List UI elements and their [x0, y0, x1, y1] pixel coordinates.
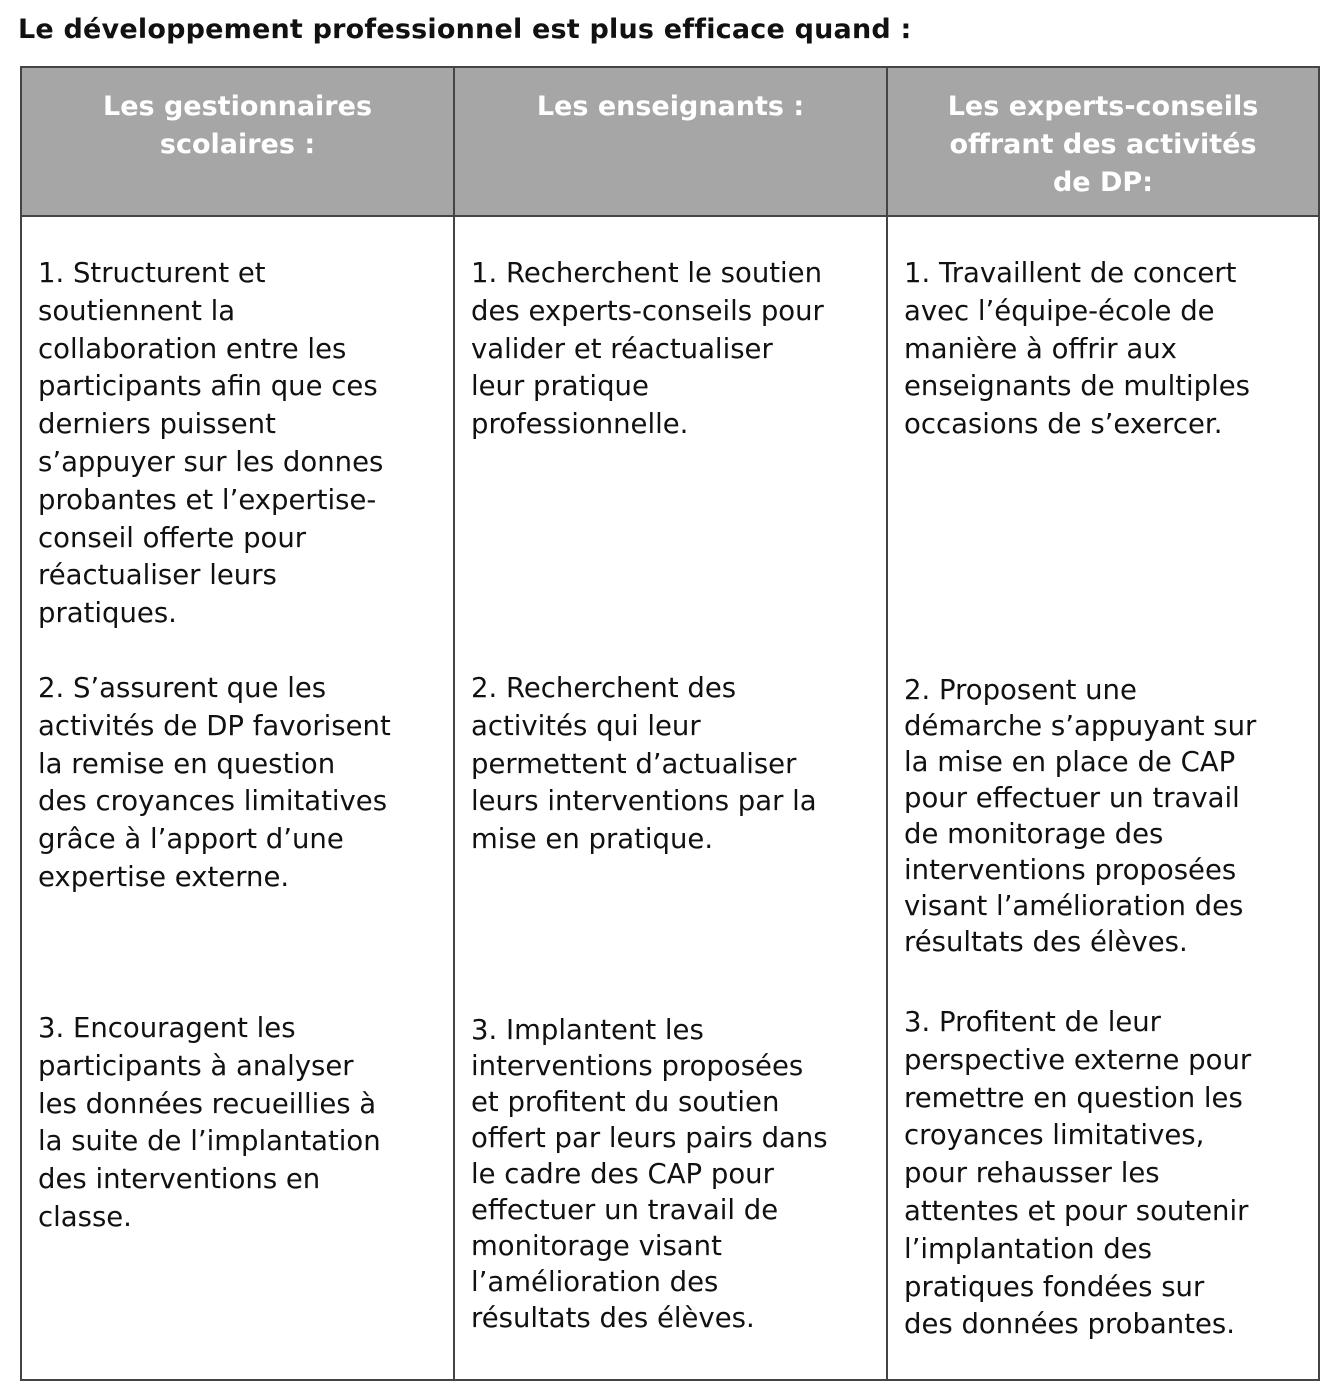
- header-gestionnaires: Les gestionnaires scolaires :: [22, 68, 455, 217]
- column-enseignants: [455, 217, 888, 1379]
- table-cell: 1. Structurent et soutiennent la collaboration entre les participants afin que ces derniers puissent s’appuyer sur les donnes probantes et l’expertise- conseil offerte pour réactualiser leurs pratiques.: [38, 257, 384, 630]
- table-cell: 1. Recherchent le soutien des experts-conseils pour valider et réactualiser leur pratique professionnelle.: [471, 257, 824, 441]
- column-gestionnaires: [22, 217, 455, 1379]
- roles-table: [20, 66, 1320, 1381]
- column-experts-conseils: [888, 217, 1318, 1379]
- page-title: Le développement professionnel est plus efficace quand :: [18, 14, 912, 45]
- table-cell: 3. Implantent les interventions proposées et profitent du soutien offert par leurs pairs dans le cadre des CAP pour effectuer un travail de monitorage visant l’amélioration des résultats des élèves.: [471, 1014, 828, 1334]
- table-cell: 1. Travaillent de concert avec l’équipe-école de manière à offrir aux enseignants de multiples occasions de s’exercer.: [904, 257, 1250, 441]
- table-cell: 2. S’assurent que les activités de DP favorisent la remise en question des croyances limitatives grâce à l’apport d’une expertise externe.: [38, 672, 391, 893]
- table-cell: 2. Recherchent des activités qui leur permettent d’actualiser leurs interventions par la mise en pratique.: [471, 672, 817, 856]
- table-cell: 3. Profitent de leur perspective externe pour remettre en question les croyances limitatives, pour rehausser les attentes et pour soutenir l’implantation des pratiques fondées sur des données probantes.: [904, 1006, 1252, 1341]
- table-cell: 2. Proposent une démarche s’appuyant sur la mise en place de CAP pour effectuer un travail de monitorage des interventions proposées visant l’amélioration des résultats des élèves.: [904, 674, 1257, 958]
- header-enseignants: Les enseignants :: [455, 68, 888, 217]
- table-cell: 3. Encouragent les participants à analyser les données recueillies à la suite de l’implantation des interventions en classe.: [38, 1012, 381, 1233]
- header-experts-conseils: Les experts-conseils offrant des activités de DP:: [888, 68, 1318, 217]
